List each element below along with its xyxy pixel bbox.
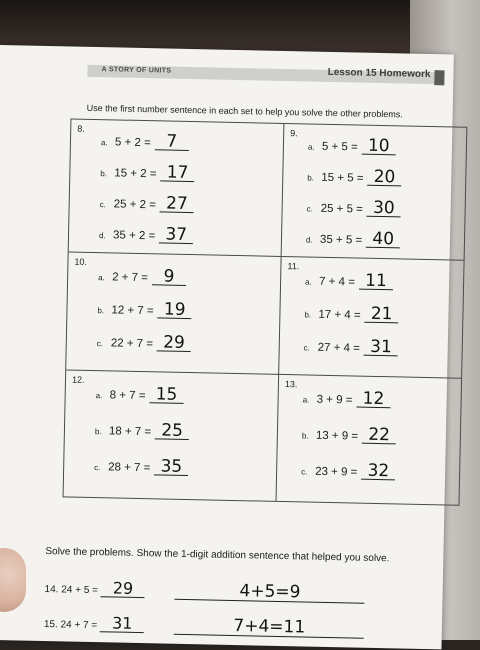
- item-letter: a.: [95, 391, 103, 401]
- problem-10: [66, 252, 281, 374]
- item-letter: b.: [304, 310, 312, 320]
- equation: 25 + 5 =: [320, 202, 363, 216]
- item-letter: c.: [301, 467, 308, 477]
- answer: 11: [359, 273, 393, 291]
- equation-row: [100, 163, 195, 182]
- answer: 30: [367, 200, 401, 218]
- equation-row: [94, 457, 189, 476]
- item-letter: b.: [307, 173, 315, 183]
- instructions: Use the first number sentence in each set to help you solve the other problems.: [86, 102, 403, 120]
- item-letter: b.: [97, 306, 105, 316]
- answer: 19: [158, 301, 192, 319]
- problem-number: 8.: [77, 123, 85, 134]
- answer: 29: [157, 334, 191, 352]
- equation-row: [101, 132, 189, 151]
- problem-13: [277, 375, 462, 505]
- solve-answer: 29: [101, 580, 145, 598]
- solve-label: 15. 24 + 7 =: [43, 619, 98, 632]
- answer: 25: [155, 422, 189, 440]
- equation: 22 + 7 =: [110, 337, 154, 351]
- item-letter: c.: [99, 200, 107, 210]
- answer: 15: [149, 386, 183, 404]
- item-letter: c.: [303, 343, 311, 353]
- equation-row: [304, 304, 399, 323]
- item-letter: d.: [305, 235, 313, 245]
- item-letter: a.: [307, 142, 315, 152]
- equation-row: [308, 136, 396, 155]
- answer: 17: [160, 164, 194, 182]
- answer: 35: [154, 458, 188, 476]
- item-letter: c.: [306, 204, 313, 214]
- equation-row: [302, 425, 397, 444]
- answer: 7: [155, 133, 189, 151]
- answer: 9: [152, 268, 186, 286]
- equation-row: [100, 194, 195, 213]
- item-letter: b.: [301, 431, 309, 441]
- equation-row: [302, 389, 390, 408]
- brand-label: A STORY OF UNITS: [101, 66, 172, 75]
- equation-row: [99, 225, 194, 244]
- answer: 12: [356, 391, 390, 409]
- equation-row: [306, 229, 401, 248]
- equation-row: [307, 167, 402, 186]
- equation-row: [96, 385, 184, 404]
- equation: 15 + 2 =: [114, 167, 157, 181]
- answer: 31: [364, 339, 398, 357]
- equation: 2 + 7 =: [112, 271, 149, 285]
- equation: 17 + 4 =: [318, 308, 361, 322]
- equation: 8 + 7 =: [109, 389, 146, 403]
- equation-row: [304, 337, 399, 356]
- equation: 13 + 9 =: [315, 429, 359, 443]
- worksheet-page: [0, 45, 454, 649]
- equation: 12 + 7 =: [111, 304, 154, 318]
- answer: 21: [364, 306, 398, 324]
- solve-label: 14. 24 + 5 =: [44, 584, 99, 597]
- equation: 5 + 5 =: [321, 140, 358, 154]
- solve-row-15: [44, 613, 365, 639]
- item-letter: b.: [100, 169, 108, 179]
- item-letter: a.: [305, 277, 312, 287]
- problem-11: [279, 257, 463, 379]
- problem-grid: [63, 118, 468, 505]
- answer: 32: [361, 463, 395, 481]
- equation-row: [97, 300, 192, 319]
- item-letter: a.: [302, 395, 310, 405]
- lesson-title: Lesson 15 Homework: [327, 66, 431, 81]
- equation: 18 + 7 =: [108, 425, 152, 439]
- problem-number: 11.: [287, 261, 300, 272]
- item-letter: a.: [98, 273, 105, 283]
- item-letter: d.: [98, 231, 106, 241]
- problem-12: [64, 370, 280, 500]
- problem-number: 10.: [74, 256, 88, 267]
- solve-answer: 31: [100, 615, 144, 633]
- answer: 37: [159, 226, 193, 244]
- equation: 27 + 4 =: [317, 341, 361, 355]
- item-letter: c.: [96, 339, 104, 349]
- answer: 22: [362, 427, 396, 445]
- item-letter: a.: [100, 138, 108, 148]
- equation: 7 + 4 =: [318, 275, 356, 289]
- answer: 40: [366, 231, 400, 249]
- item-letter: b.: [94, 427, 102, 437]
- problem-number: 9.: [290, 128, 298, 139]
- answer: 20: [367, 169, 401, 187]
- answer: 27: [160, 195, 194, 213]
- equation: 28 + 7 =: [108, 461, 151, 475]
- equation: 15 + 5 =: [321, 171, 364, 185]
- helper-sentence: 4+5=9: [175, 581, 365, 604]
- equation: 25 + 2 =: [113, 198, 157, 212]
- equation-row: [97, 333, 192, 352]
- equation-row: [98, 267, 186, 286]
- equation-row: [95, 421, 190, 440]
- equation: 3 + 9 =: [316, 393, 353, 407]
- problem-9: [282, 124, 467, 261]
- thumb: [0, 548, 26, 612]
- equation-row: [305, 271, 393, 290]
- item-letter: c.: [94, 463, 101, 473]
- equation-row: [301, 461, 396, 480]
- equation: 23 + 9 =: [315, 465, 358, 479]
- solve-instructions: Solve the problems. Show the 1-digit addition sentence that helped you solve.: [45, 546, 390, 565]
- problem-8: [69, 120, 285, 257]
- equation: 35 + 5 =: [319, 233, 363, 247]
- answer: 10: [362, 138, 396, 156]
- problem-number: 13.: [284, 379, 298, 390]
- page-tab-marker: [434, 70, 444, 85]
- equation: 35 + 2 =: [112, 229, 156, 243]
- problem-number: 12.: [71, 374, 85, 385]
- equation-row: [306, 198, 401, 217]
- helper-sentence: 7+4=11: [174, 616, 364, 639]
- equation: 5 + 2 =: [114, 136, 151, 150]
- page-header: [87, 65, 444, 84]
- solve-row-14: [44, 578, 365, 604]
